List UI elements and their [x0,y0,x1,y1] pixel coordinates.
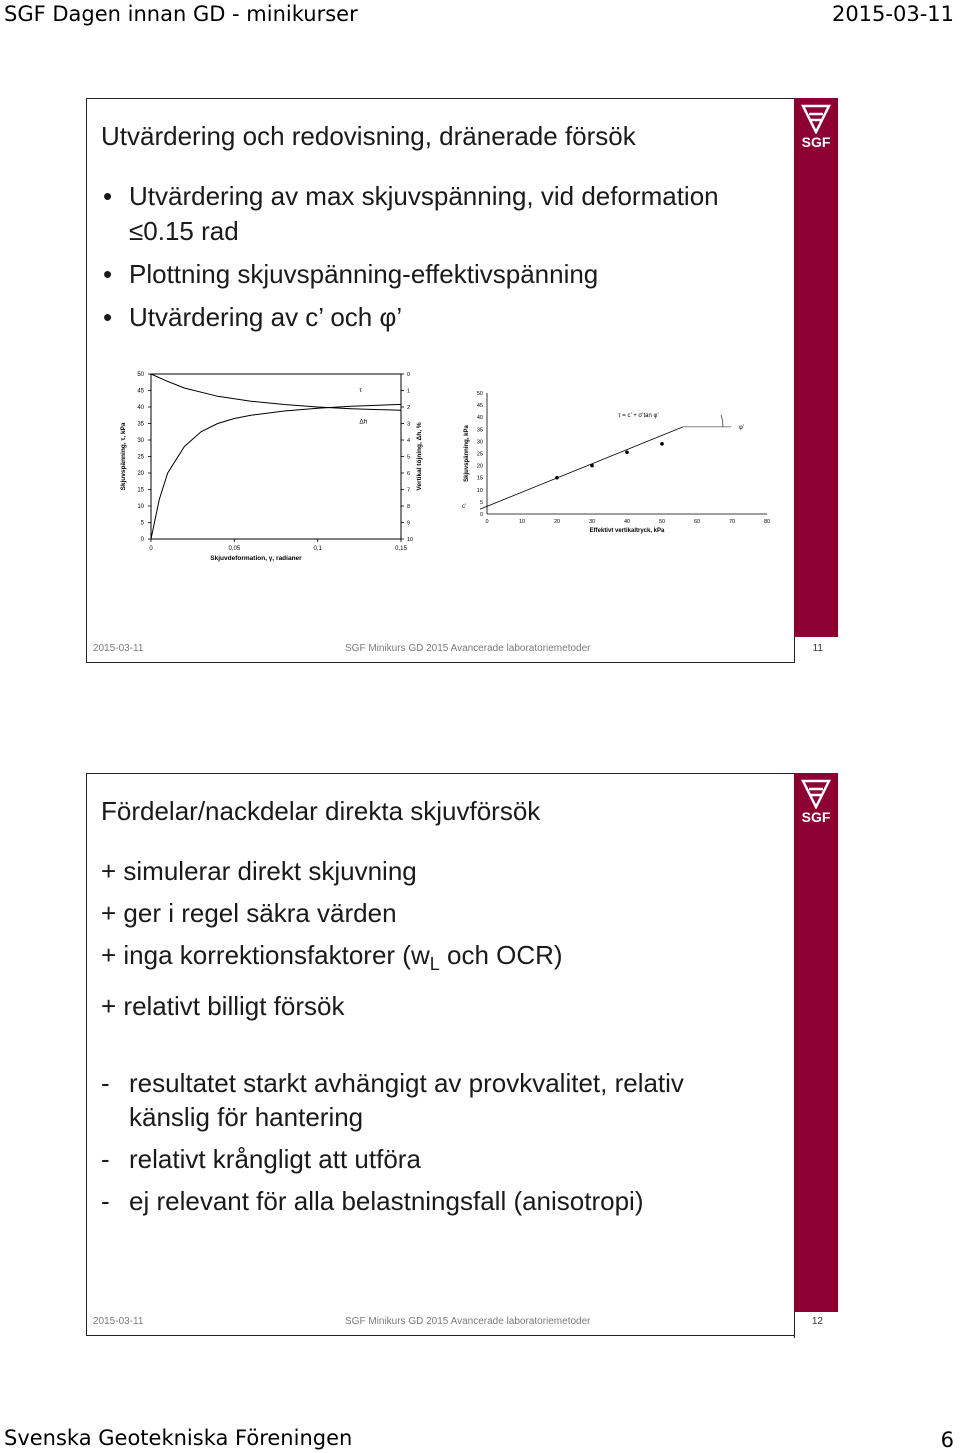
page-number: 6 [940,1428,954,1452]
y-tick-label: 20 [137,471,144,477]
x-tick-label: 20 [553,519,561,525]
pro-item: + inga korrektionsfaktorer ($w_L$ och OCR) [101,940,563,975]
x-axis-label: Effektivt vertikaltryck, kPa [589,528,665,534]
y-tick-label: 5 [479,499,483,506]
slide-number: 12 [811,1316,823,1327]
footer-course: SGF Minikurs GD 2015 Avancerade laboratoriemetoder [345,1316,591,1327]
y-tick-label: 25 [476,451,483,458]
x-axis-label: Skjuvdeformation, γ, radianer [210,555,302,562]
y-tick-label: 5 [140,520,144,527]
pro-item: + simulerar direkt skjuvning [101,856,417,886]
failure-envelope-chart [457,381,777,541]
y2-tick-label: 1 [407,388,411,395]
sgf-logo-icon [801,779,831,809]
x-tick-label: 60 [693,519,701,525]
x-tick-label: 0,1 [313,546,322,552]
y-tick-label: 50 [137,372,144,378]
x-tick-label: 0,05 [228,546,241,552]
y2-tick-label: 6 [407,471,411,477]
sgf-logo-text: SGF [801,134,831,150]
slide-title: Utvärdering och redovisning, dränerade försök [101,121,636,151]
y-tick-label: 30 [476,439,483,446]
slide-footer [87,636,837,662]
subscript-l: L [429,954,440,975]
y-tick-label: 15 [137,487,144,494]
series-label-tau: τ [359,387,362,395]
y-tick-label: 15 [476,475,483,482]
sgf-logo-band [794,98,838,662]
y2-tick-label: 0 [407,372,411,378]
page-header-date: 2015-03-11 [831,2,954,26]
fit-line [480,427,683,509]
plot-area [151,374,401,539]
y-tick-label: 50 [476,391,483,397]
y2-tick-label: 8 [407,504,411,510]
page-footer-org: Svenska Geotekniska Föreningen [4,1426,353,1450]
slide-number: 11 [812,643,823,654]
y-tick-label: 35 [476,427,483,434]
slide-12 [86,773,838,1336]
intercept-label: c’ [462,503,467,510]
bullet-item: • Utvärdering av c’ och φ’ [101,300,721,335]
y-tick-label: 40 [137,405,144,411]
bullet-list [101,179,721,343]
x-tick-label: 30 [588,519,596,525]
cons-list [101,1066,741,1226]
footer-course: SGF Minikurs GD 2015 Avancerade laboratoriemetoder [345,643,591,654]
slide-11 [86,98,838,663]
page-header-title: SGF Dagen innan GD - minikurser [4,2,358,26]
shear-strain-chart [111,364,441,564]
x-tick-label: 0 [485,519,489,525]
sgf-logo-band [794,773,838,1337]
series-label-dh: Δh [359,418,368,426]
x-tick-label: 0,15 [395,546,407,552]
sgf-logo-text: SGF [801,809,831,825]
data-point [555,476,559,480]
con-item: - resultatet starkt avhängigt av provkvalitet, relativ känslig för hantering [101,1068,684,1132]
y2-tick-label: 3 [407,421,411,428]
footer-date: 2015-03-11 [93,643,144,654]
angle-arc [721,415,723,427]
pro-item: + relativt billigt försök [101,991,345,1022]
x-tick-label: 10 [518,519,526,525]
con-item: - relativt krångligt att utföra [101,1144,421,1174]
y-tick-label: 0 [479,512,483,518]
data-point [590,464,594,468]
bullet-item: • Plottning skjuvspänning-effektivspänning [101,257,721,292]
data-point [660,442,664,446]
y-axis-label: Skjuvspänning, τ, kPa [120,422,127,491]
y-tick-label: 10 [476,487,483,494]
bullet-item: • Utvärdering av max skjuvspänning, vid deformation ≤0.15 rad [101,179,721,249]
y2-tick-label: 7 [407,487,411,494]
y-tick-label: 0 [140,537,144,543]
data-point [625,450,629,454]
y-tick-label: 30 [137,438,144,444]
y-tick-label: 35 [137,421,144,428]
series-line-dh [151,374,401,410]
y2-axis-label: Vertikal töjning, Δh, % [416,422,423,491]
x-tick-label: 40 [623,519,631,525]
y-tick-label: 10 [137,504,144,510]
y-tick-label: 25 [137,454,144,461]
pro-item: + ger i regel säkra värden [101,898,397,928]
page-header [0,0,960,40]
y2-tick-label: 5 [407,454,411,461]
x-tick-label: 80 [763,519,771,525]
pros-list [101,854,563,1031]
y2-tick-label: 9 [407,520,411,527]
y-tick-label: 20 [476,463,483,470]
equation-annotation: τ = c’ + σ’tan φ’ [618,413,659,420]
x-tick-label: 0 [149,546,153,552]
y-tick-label: 45 [476,403,483,410]
x-tick-label: 70 [728,519,736,525]
y-tick-label: 40 [476,415,483,422]
y-axis-label: Skjuvspänning, kPa [464,425,470,482]
y-tick-label: 45 [137,388,144,395]
angle-label: φ’ [739,424,745,431]
slide-footer [87,1309,837,1335]
y2-tick-label: 4 [407,438,411,444]
sgf-logo-icon [801,104,831,134]
con-item: - ej relevant för alla belastningsfall (anisotropi) [101,1186,644,1216]
footer-date: 2015-03-11 [93,1316,144,1327]
slide-title: Fördelar/nackdelar direkta skjuvförsök [101,796,541,826]
x-tick-label: 50 [658,519,666,525]
y2-tick-label: 2 [407,405,411,411]
y2-tick-label: 10 [407,537,414,543]
